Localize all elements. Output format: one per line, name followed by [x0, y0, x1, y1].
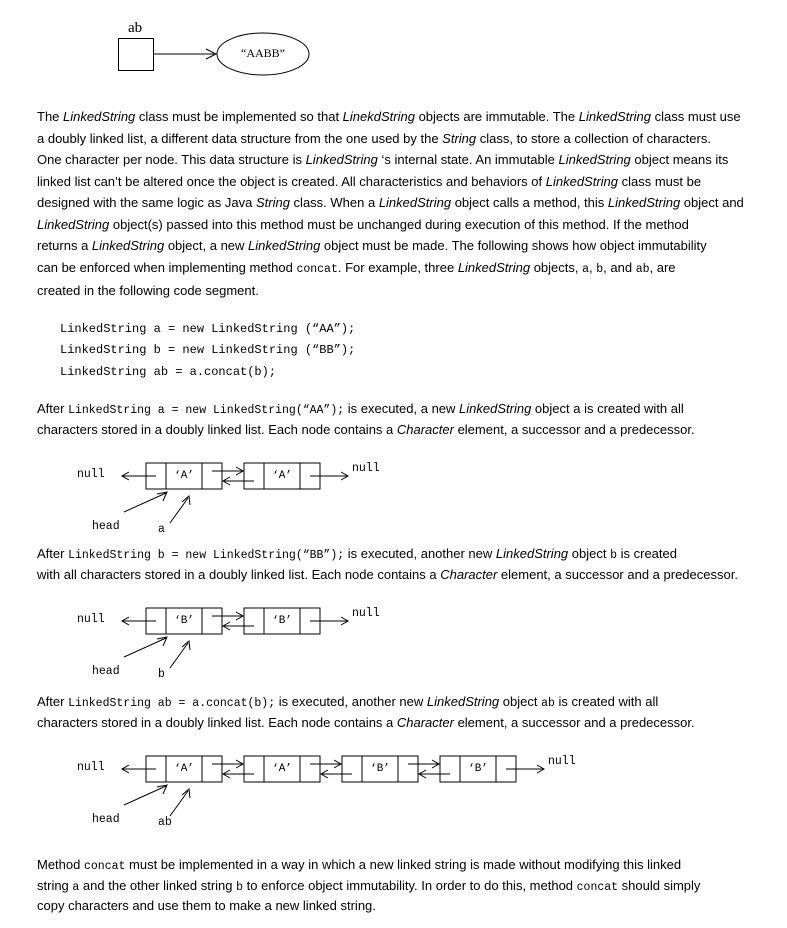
italic-term: Character: [440, 567, 498, 582]
list-node: [342, 756, 418, 782]
list-node: [244, 756, 320, 782]
code-line-b: LinkedString b = new LinkedString (“BB”);: [60, 343, 356, 357]
text-run: and the other linked string: [79, 877, 237, 893]
list-node: [440, 756, 516, 782]
text-run: designed with the same logic as Java: [37, 195, 256, 210]
text-run: class must be implemented so that: [135, 109, 343, 124]
text-run: ,: [589, 259, 597, 275]
text-run: is executed, another new: [344, 546, 496, 561]
text-run: should simply: [618, 877, 701, 893]
text-run: , and: [603, 259, 636, 275]
text-line: [37, 877, 700, 898]
text-run: object: [568, 546, 611, 561]
node-element: ‘B’: [272, 615, 292, 627]
node-element: ‘A’: [174, 470, 194, 482]
italic-term: LinkedString: [305, 152, 378, 167]
code-term: LinkedString a = new LinkedString(“AA”);: [68, 404, 345, 417]
final-paragraph: [37, 856, 700, 916]
text-run: objects are immutable. The: [414, 109, 579, 124]
italic-term: LinkedString: [91, 238, 165, 253]
head-label: head: [92, 665, 120, 678]
code-term: LinkedString b = new LinkedString(“BB”);: [68, 549, 345, 562]
text-run: object a is created with all: [531, 401, 684, 416]
text-run: returns a: [37, 238, 92, 253]
code-term: b: [610, 549, 617, 562]
italic-term: LinkedString: [248, 238, 321, 253]
text-run: One character per node. This data structure is: [37, 152, 306, 167]
code-term: concat: [576, 880, 619, 894]
text-line: [37, 897, 700, 916]
italic-term: Character: [396, 715, 454, 730]
text-run: to enforce object immutability. In order to do this, method: [243, 877, 577, 893]
text-run: objects,: [530, 259, 583, 275]
text-run: element, a successor and a predecessor.: [497, 567, 738, 582]
text-run: string: [37, 877, 73, 893]
text-run: class must be: [618, 173, 702, 189]
text-run: element, a successor and a predecessor.: [453, 715, 695, 730]
text-run: Method: [37, 857, 84, 872]
italic-term: LinkedString: [459, 401, 532, 416]
text-run: with all characters stored in a doubly linked list. Each node contains a: [37, 567, 441, 582]
text-run: object(s) passed into this method must be unchanged during execution of this method. If the method: [109, 216, 689, 232]
italic-term: LinkedString: [378, 195, 452, 210]
italic-term: Character: [396, 422, 454, 437]
var-label: b: [158, 668, 165, 681]
code-term: LinkedString ab = a.concat(b);: [68, 697, 276, 710]
var-label: ab: [158, 816, 172, 829]
text-run: is created with all: [554, 694, 659, 709]
text-run: object, a new: [164, 238, 249, 253]
code-term: b: [596, 262, 604, 276]
right-null-label: null: [352, 607, 380, 620]
text-run: characters stored in a doubly linked list. Each node contains a: [37, 422, 397, 437]
code-term: ab: [541, 697, 555, 710]
text-run: After: [37, 694, 69, 709]
italic-term: LinkedString: [63, 109, 136, 124]
text-run: object: [499, 694, 542, 709]
italic-term: LinkedString: [457, 259, 531, 275]
text-run: a doubly linked list, a different data structure from the one used by the: [37, 130, 443, 146]
text-run: must be implemented in a way in which a new linked string is made without modifying this linked: [125, 857, 682, 872]
head-pointer: [124, 786, 166, 805]
text-run: can be enforced when implementing method: [37, 259, 297, 275]
italic-term: LinkedString: [607, 195, 681, 210]
text-run: object must be made. The following shows how object immutability: [320, 238, 707, 253]
italic-term: LinkedString: [545, 173, 619, 189]
code-term: concat: [83, 860, 126, 873]
text-run: After: [37, 546, 69, 561]
code-term: a: [582, 262, 590, 276]
text-line: [37, 856, 700, 877]
top-var-label: ab: [128, 20, 143, 36]
text-run: , are: [649, 259, 676, 275]
code-line-a: LinkedString a = new LinkedString (“AA”);: [60, 322, 356, 336]
right-null-label: null: [352, 462, 380, 475]
code-term: concat: [296, 262, 338, 276]
code-term: b: [236, 880, 244, 894]
text-run: characters stored in a doubly linked list. Each node contains a: [37, 715, 397, 730]
text-run: object and: [680, 195, 744, 210]
head-label: head: [92, 813, 120, 826]
text-run: class must use: [651, 109, 741, 124]
node-element: ‘A’: [272, 470, 292, 482]
text-run: created in the following code segment.: [37, 283, 259, 298]
var-label: a: [158, 523, 165, 536]
text-run: is executed, a new: [344, 401, 460, 416]
text-run: class, to store a collection of characters.: [476, 130, 711, 146]
left-null-label: null: [77, 761, 105, 774]
head-label: head: [92, 520, 120, 533]
node-element: ‘B’: [370, 763, 390, 775]
right-null-label: null: [548, 755, 576, 768]
italic-term: String: [255, 195, 290, 210]
code-line-ab: LinkedString ab = a.concat(b);: [60, 365, 277, 379]
italic-term: String: [442, 130, 477, 146]
italic-term: LinkedString: [37, 216, 110, 232]
node-element: ‘B’: [174, 615, 194, 627]
text-run: element, a successor and a predecessor.: [453, 422, 695, 437]
node-element: ‘A’: [174, 763, 194, 775]
text-run: After: [37, 401, 69, 416]
text-run: is executed, another new: [275, 694, 427, 709]
text-run: The: [37, 109, 64, 124]
italic-term: LinkedString: [426, 694, 500, 709]
text-run: object means its: [630, 152, 729, 167]
text-run: class. When a: [289, 195, 379, 210]
code-term: ab: [635, 262, 650, 276]
node-element: ‘A’: [272, 763, 292, 775]
text-run: is created: [617, 546, 677, 561]
list-node: [146, 756, 222, 782]
var-pointer: [170, 791, 188, 816]
top-string-value: “AABB”: [241, 46, 285, 60]
text-run: . For example, three: [337, 259, 458, 275]
left-null-label: null: [77, 468, 105, 481]
left-null-label: null: [77, 613, 105, 626]
text-run: linked list can’t be altered once the object is created. All characteristics and behaviors of: [37, 173, 546, 189]
italic-term: LinekdString: [342, 109, 415, 124]
node-element: ‘B’: [468, 763, 488, 775]
italic-term: LinkedString: [495, 546, 569, 561]
text-run: ‘s internal state. An immutable: [377, 152, 559, 167]
code-term: a: [72, 880, 80, 894]
text-run: object calls a method, this: [451, 195, 608, 210]
text-run: copy characters and use them to make a new linked string.: [37, 898, 376, 913]
italic-term: LinkedString: [558, 152, 631, 167]
italic-term: LinkedString: [578, 109, 652, 124]
